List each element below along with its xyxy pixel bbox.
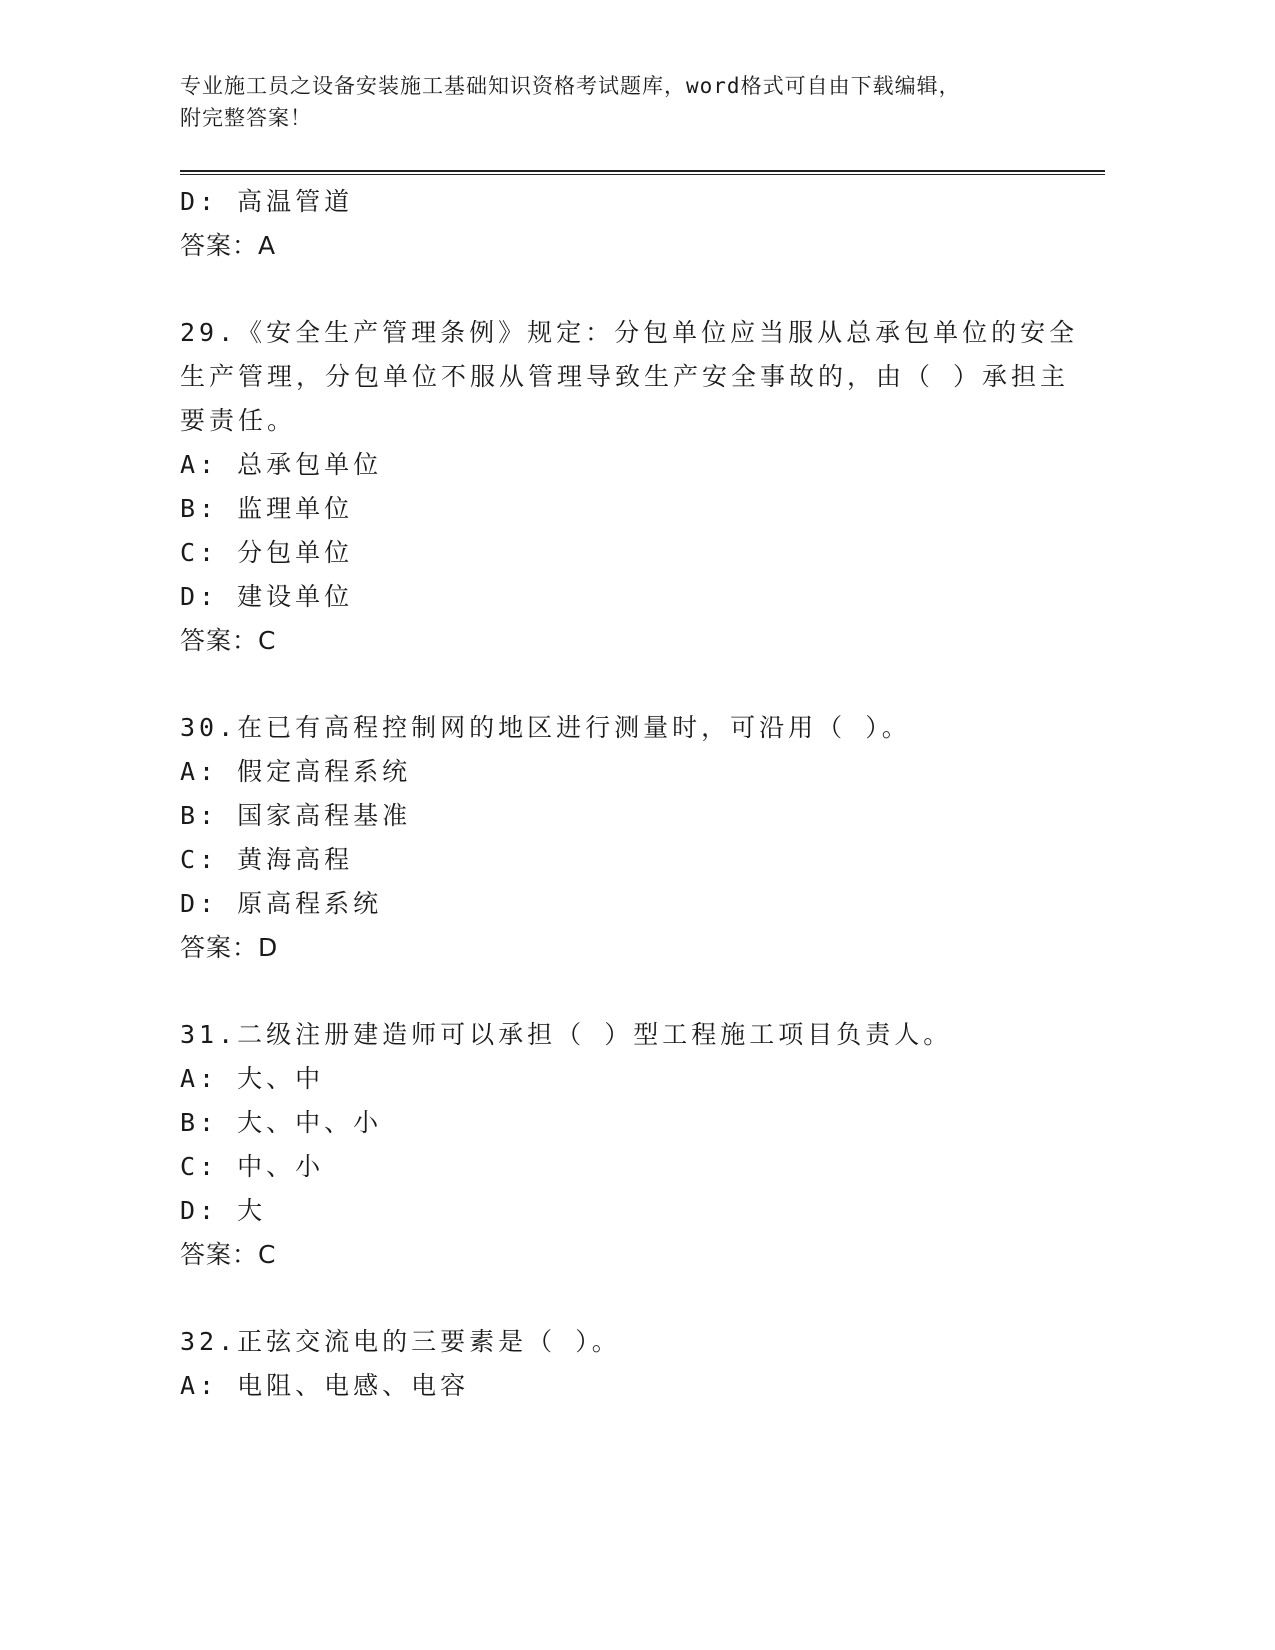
q31-answer: 答案：C <box>180 1240 277 1269</box>
spacer <box>180 663 1060 706</box>
q29-option-c: C: 分包单位 <box>180 538 354 567</box>
q29-option-d: D: 建设单位 <box>180 582 354 611</box>
q32-option-a: A: 电阻、电感、电容 <box>180 1371 470 1400</box>
q29-stem-line-1: 29.《安全生产管理条例》规定：分包单位应当服从总承包单位的安全 <box>180 318 1079 347</box>
q31-stem: 31.二级注册建造师可以承担（ ）型工程施工项目负责人。 <box>180 1020 953 1049</box>
prev-answer: 答案：A <box>180 231 277 260</box>
header-line-2: 附完整答案！ <box>180 106 312 130</box>
header-line-1: 专业施工员之设备安装施工基础知识资格考试题库，word格式可自由下载编辑， <box>180 74 961 98</box>
document-body <box>180 180 1079 1408</box>
spacer <box>180 268 1060 311</box>
document-header <box>180 70 1060 134</box>
header-rule-thick <box>180 170 1105 172</box>
q29-option-a: A: 总承包单位 <box>180 450 383 479</box>
q29-answer: 答案：C <box>180 626 277 655</box>
q29-stem-line-3: 要责任。 <box>180 406 297 435</box>
spacer <box>180 1277 1060 1320</box>
spacer <box>180 970 1060 1013</box>
q30-option-b: B: 国家高程基准 <box>180 801 412 830</box>
header-rule-thin <box>180 174 1105 175</box>
q31-option-a: A: 大、中 <box>180 1064 325 1093</box>
q29-stem-line-2: 生产管理，分包单位不服从管理导致生产安全事故的，由（ ）承担主 <box>180 362 1070 391</box>
q29-option-b: B: 监理单位 <box>180 494 354 523</box>
q32-stem: 32.正弦交流电的三要素是（ ）。 <box>180 1327 621 1356</box>
q31-option-c: C: 中、小 <box>180 1152 325 1181</box>
q30-option-a: A: 假定高程系统 <box>180 757 412 786</box>
prev-option-d: D: 高温管道 <box>180 187 354 216</box>
q30-option-d: D: 原高程系统 <box>180 889 383 918</box>
q31-option-b: B: 大、中、小 <box>180 1108 383 1137</box>
q30-option-c: C: 黄海高程 <box>180 845 354 874</box>
q30-stem: 30.在已有高程控制网的地区进行测量时，可沿用（ ）。 <box>180 713 911 742</box>
q31-option-d: D: 大 <box>180 1196 267 1225</box>
q30-answer: 答案：D <box>180 933 279 962</box>
